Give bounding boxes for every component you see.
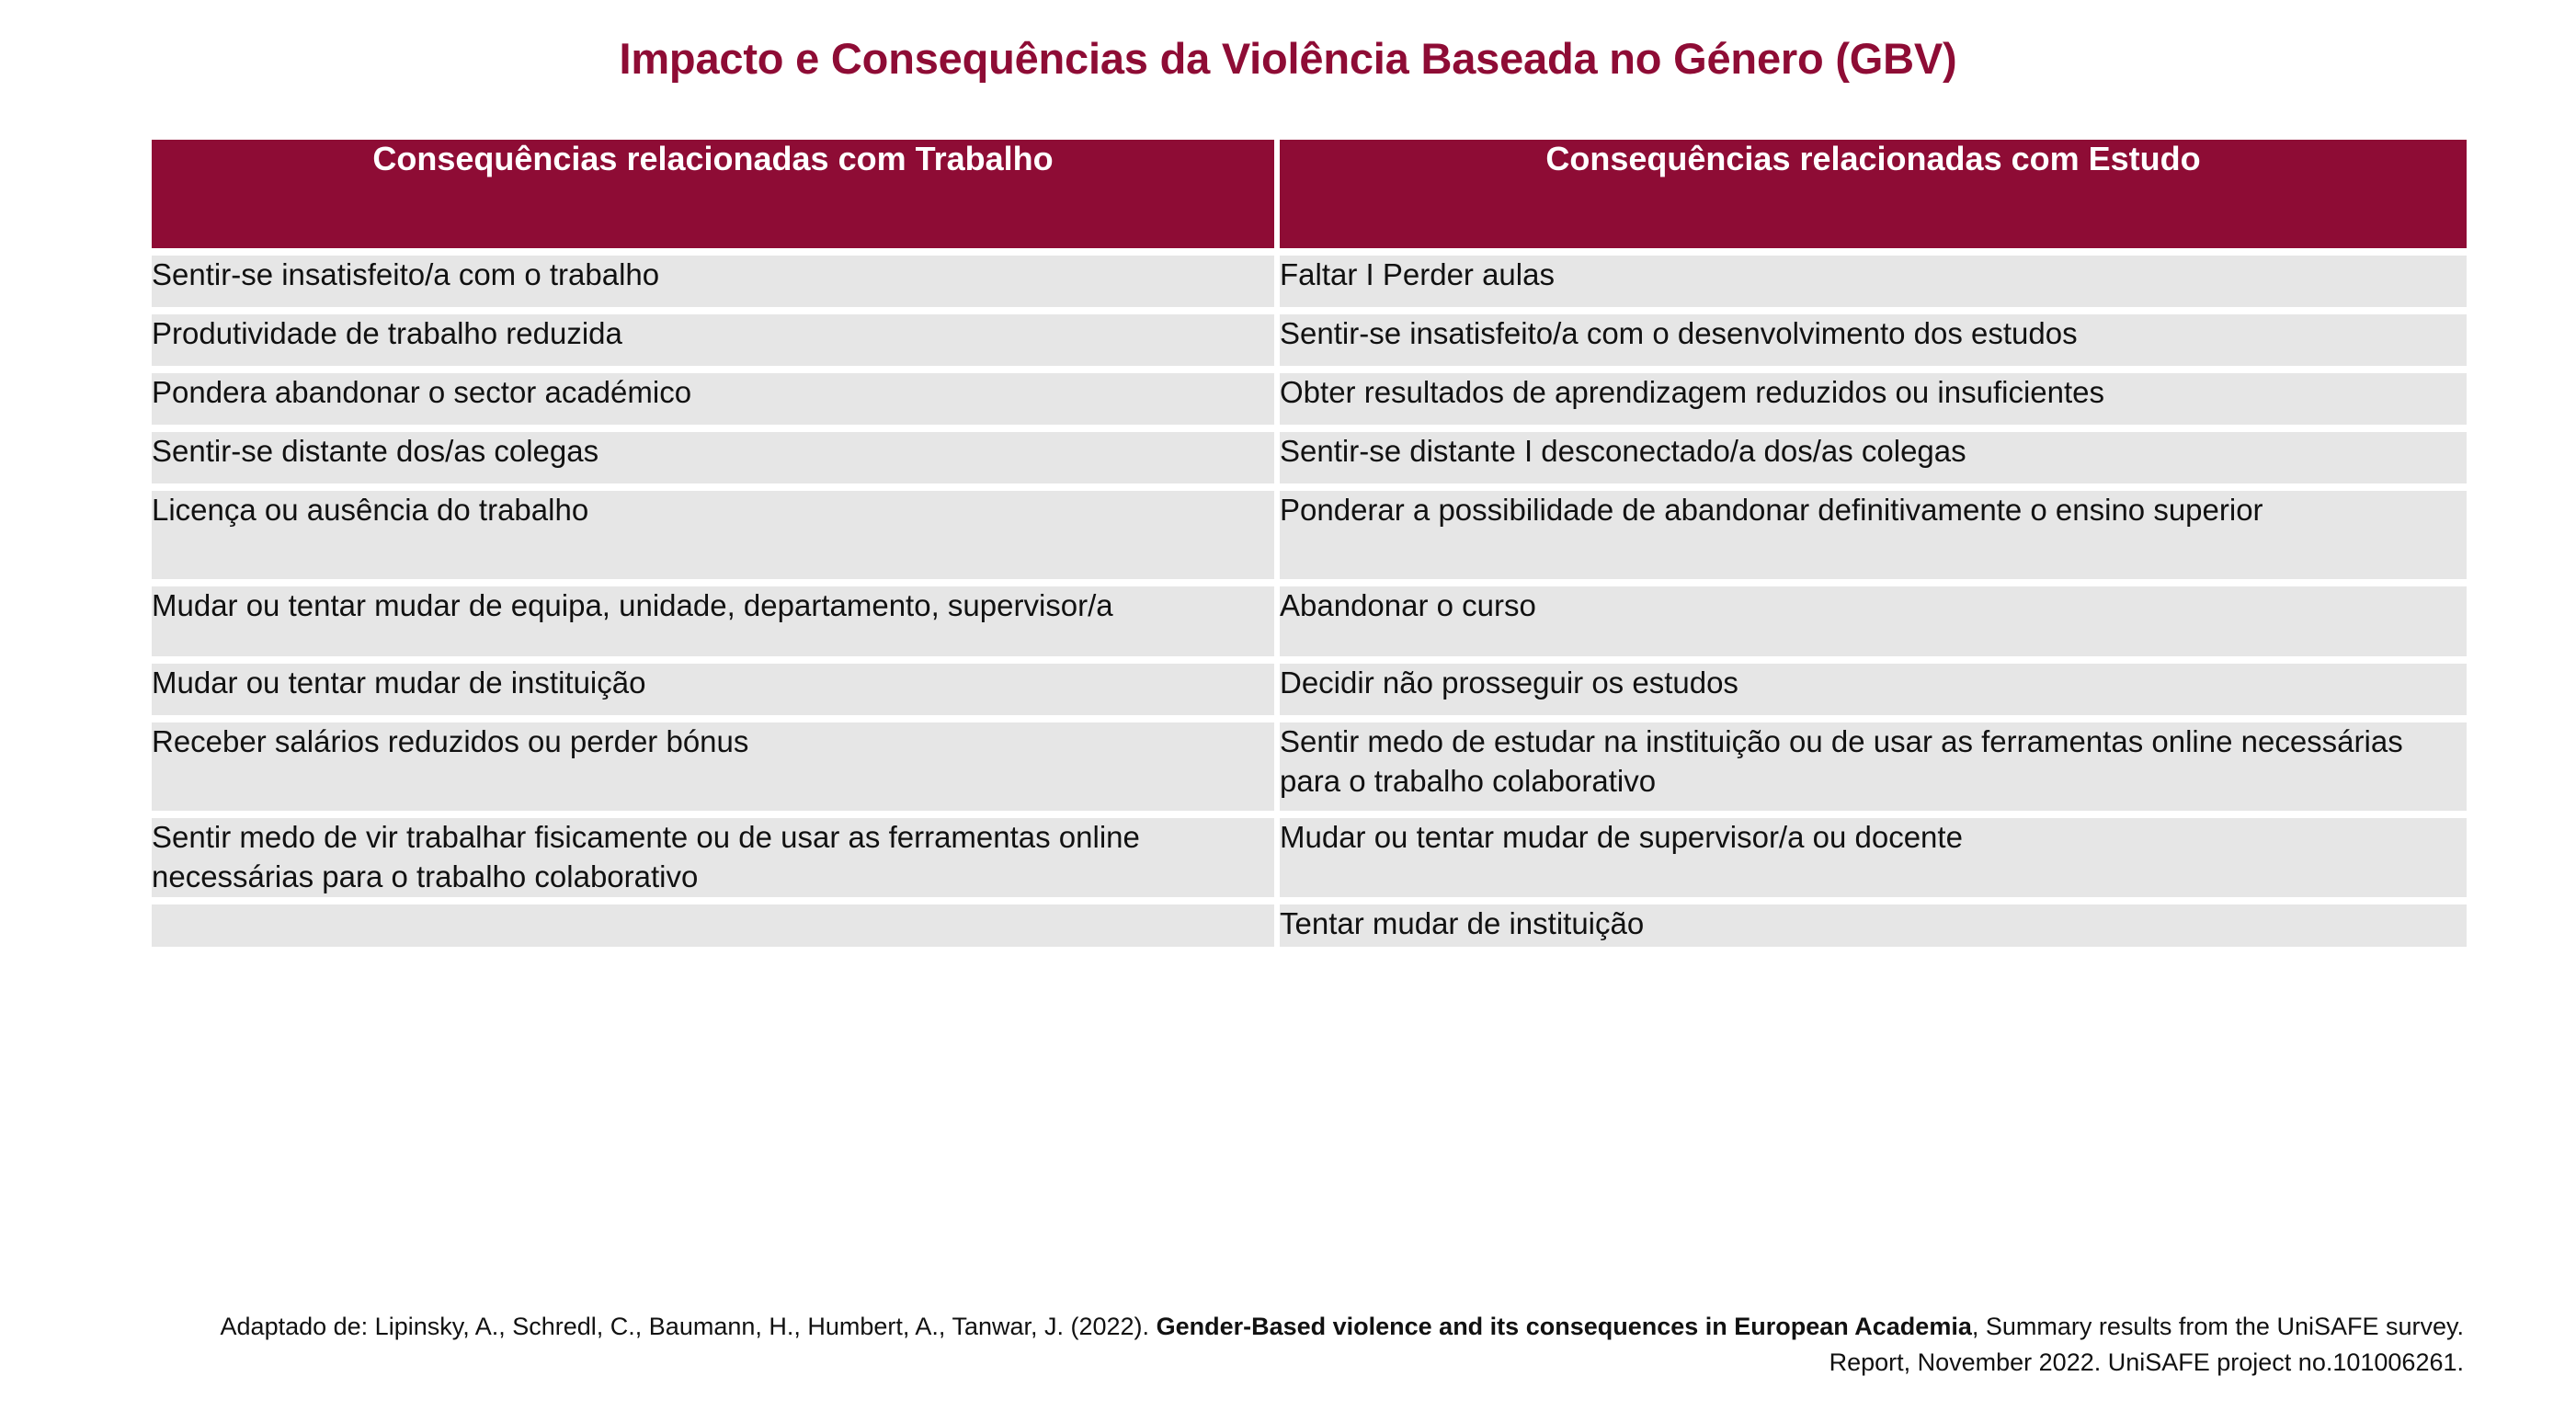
cell-work: Receber salários reduzidos ou perder bónus (152, 722, 1274, 811)
row-spacer (152, 307, 2467, 314)
cell-work: Produtividade de trabalho reduzida (152, 314, 1274, 366)
spacer-cell-left (152, 366, 1274, 373)
column-header-work: Consequências relacionadas com Trabalho (152, 140, 1274, 248)
title-bar (0, 35, 2576, 83)
spacer-cell-left (152, 811, 1274, 818)
cell-study: Sentir-se distante I desconectado/a dos/as colegas (1280, 432, 2467, 483)
row-spacer (152, 811, 2467, 818)
table-row (152, 904, 2467, 947)
table-row (152, 373, 2467, 425)
table-row (152, 586, 2467, 656)
row-spacer (152, 248, 2467, 256)
cell-work: Sentir-se insatisfeito/a com o trabalho (152, 256, 1274, 307)
cell-work: Sentir medo de vir trabalhar fisicamente ou de usar as ferramentas online necessárias para o trabalho colaborativo (152, 818, 1274, 897)
citation-part-2: , Summary results from the UniSAFE survey. Report, November 2022. UniSAFE project no.101006261. (1829, 1313, 2464, 1377)
spacer-cell-left (152, 715, 1274, 722)
row-spacer (152, 425, 2467, 432)
spacer-cell-left (152, 579, 1274, 586)
cell-work: Sentir-se distante dos/as colegas (152, 432, 1274, 483)
cell-work-empty (152, 904, 1274, 947)
spacer-cell-right (1280, 366, 2467, 373)
table-row (152, 314, 2467, 366)
page-title: Impacto e Consequências da Violência Baseada no Género (GBV) (619, 34, 1957, 83)
column-header-study: Consequências relacionadas com Estudo (1280, 140, 2467, 248)
table-row (152, 722, 2467, 811)
table-header (152, 140, 2467, 248)
spacer-cell-right (1280, 307, 2467, 314)
spacer-cell-right (1280, 483, 2467, 491)
spacer-cell-left (152, 307, 1274, 314)
cell-study: Decidir não prosseguir os estudos (1280, 664, 2467, 715)
table-row (152, 664, 2467, 715)
cell-work: Pondera abandonar o sector académico (152, 373, 1274, 425)
row-spacer (152, 483, 2467, 491)
cell-study: Mudar ou tentar mudar de supervisor/a ou docente (1280, 818, 2467, 897)
citation-part-1: Adaptado de: Lipinsky, A., Schredl, C., Baumann, H., Humbert, A., Tanwar, J. (2022). (220, 1313, 1157, 1340)
spacer-cell-left (152, 425, 1274, 432)
table-row (152, 432, 2467, 483)
cell-work: Mudar ou tentar mudar de instituição (152, 664, 1274, 715)
spacer-cell-left (152, 248, 1274, 256)
row-spacer (152, 897, 2467, 904)
citation-footnote (156, 1309, 2464, 1381)
cell-study: Ponderar a possibilidade de abandonar definitivamente o ensino superior (1280, 491, 2467, 579)
spacer-cell-left (152, 897, 1274, 904)
table-header-row (152, 140, 2467, 248)
cell-study: Faltar I Perder aulas (1280, 256, 2467, 307)
cell-study: Abandonar o curso (1280, 586, 2467, 656)
spacer-cell-left (152, 483, 1274, 491)
gbv-consequences-table (152, 140, 2467, 947)
table-body (152, 248, 2467, 947)
cell-study: Obter resultados de aprendizagem reduzidos ou insuficientes (1280, 373, 2467, 425)
row-spacer (152, 715, 2467, 722)
spacer-cell-right (1280, 579, 2467, 586)
spacer-cell-right (1280, 715, 2467, 722)
spacer-cell-right (1280, 248, 2467, 256)
table-row (152, 256, 2467, 307)
table-row (152, 818, 2467, 897)
citation-publication-title: Gender-Based violence and its consequences in European Academia (1156, 1313, 1972, 1340)
spacer-cell-right (1280, 425, 2467, 432)
spacer-cell-left (152, 656, 1274, 664)
cell-study: Sentir-se insatisfeito/a com o desenvolvimento dos estudos (1280, 314, 2467, 366)
row-spacer (152, 656, 2467, 664)
cell-study: Tentar mudar de instituição (1280, 904, 2467, 947)
spacer-cell-right (1280, 897, 2467, 904)
row-spacer (152, 366, 2467, 373)
spacer-cell-right (1280, 811, 2467, 818)
row-spacer (152, 579, 2467, 586)
cell-study: Sentir medo de estudar na instituição ou de usar as ferramentas online necessárias para o trabalho colaborativo (1280, 722, 2467, 811)
cell-work: Mudar ou tentar mudar de equipa, unidade, departamento, supervisor/a (152, 586, 1274, 656)
spacer-cell-right (1280, 656, 2467, 664)
cell-work: Licença ou ausência do trabalho (152, 491, 1274, 579)
table-row (152, 491, 2467, 579)
